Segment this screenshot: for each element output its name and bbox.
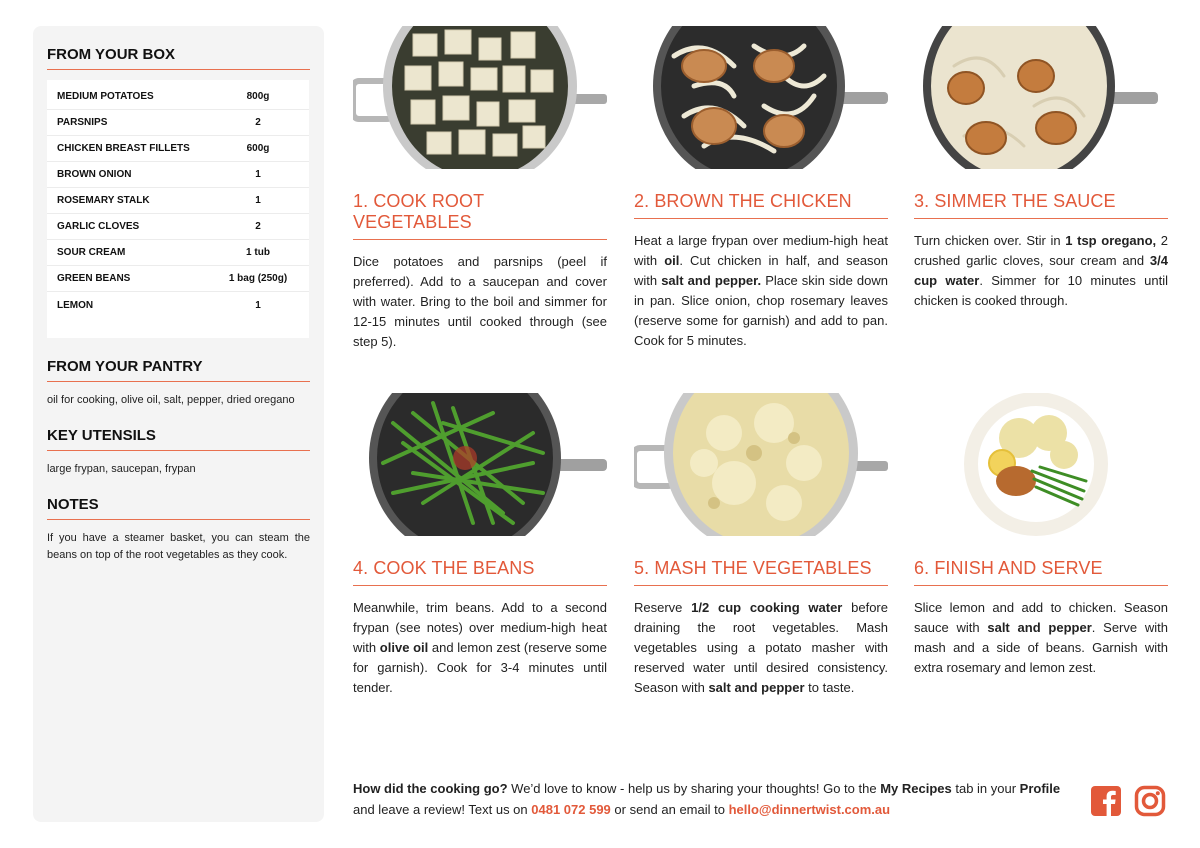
ingredient-qty: 2 (255, 117, 261, 128)
ingredient-name: LEMON (57, 299, 94, 311)
ingredient-row (47, 136, 309, 162)
instagram-icon[interactable] (1134, 785, 1166, 817)
step-6 (914, 393, 1168, 678)
utensils-heading: KEY UTENSILS (47, 427, 310, 451)
ingredient-name: GREEN BEANS (57, 273, 131, 284)
step-text-bold: salt and pepper (987, 620, 1092, 635)
ingredient-qty: 1 tub (246, 247, 270, 258)
step-photo-frypan (634, 26, 888, 169)
step-text: . Serve with mash and a side of beans. Garnish with extra rosemary and lemon zest. (914, 620, 1168, 675)
ingredient-name: MEDIUM POTATOES (57, 91, 154, 102)
ingredient-row (47, 110, 309, 136)
ingredient-row (47, 188, 309, 214)
step-text: to taste. (804, 680, 855, 695)
step-body (353, 252, 607, 352)
step-text: Dice potatoes and parsnips (peel if preferred). Add to a saucepan and cover with water. Bring to the boil and simmer for 12-15 minutes until cooked through (see step 5). (353, 254, 607, 349)
footer-text: or send an email to (610, 802, 729, 817)
step-text-bold: 3/4 cup water (914, 253, 1168, 288)
ingredient-name: SOUR CREAM (57, 247, 126, 258)
step-text: and lemon zest (reserve some for garnish). Cook for 3-4 minutes until tender. (353, 640, 608, 695)
step-text: Place skin side down in pan. Slice onion, chop rosemary leaves (reserve some for garnish) and add to pan. Cook for 5 minutes. (634, 273, 888, 348)
profile-link[interactable]: Profile (1019, 781, 1061, 796)
ingredient-name: BROWN ONION (57, 169, 132, 180)
step-text-bold: salt and pepper (708, 680, 805, 695)
ingredient-row (47, 214, 309, 240)
step-title: 3. SIMMER THE SAUCE (914, 191, 1168, 219)
footer-question: How did the cooking go? (353, 781, 508, 796)
step-text: . Cut chicken in half, and season with (634, 253, 889, 288)
ingredients-sidebar (33, 26, 324, 822)
step-text: Slice lemon and add to chicken. Season sauce with (914, 600, 1168, 635)
pantry-text: oil for cooking, olive oil, salt, pepper, dried oregano (47, 394, 295, 406)
step-text: . Simmer for 10 minutes until chicken is cooked through. (914, 273, 1168, 308)
step-text-bold: oil (664, 253, 680, 268)
ingredient-row (47, 84, 309, 110)
step-4 (353, 393, 607, 698)
phone-link[interactable]: 0481 072 599 (531, 802, 611, 817)
email-link[interactable]: hello@dinnertwist.com.au (728, 802, 891, 817)
from-box-heading: FROM YOUR BOX (47, 46, 310, 70)
ingredient-qty: 1 (255, 195, 261, 206)
step-text-bold: olive oil (379, 640, 429, 655)
step-body (634, 598, 888, 698)
step-body (353, 598, 607, 698)
step-2 (634, 26, 888, 351)
step-3 (914, 26, 1168, 311)
step-title: 5. MASH THE VEGETABLES (634, 558, 888, 586)
step-body (914, 598, 1168, 678)
ingredient-name: PARSNIPS (57, 117, 108, 128)
ingredient-name: CHICKEN BREAST FILLETS (57, 143, 190, 154)
step-photo-saucepan (353, 26, 607, 169)
step-title: 4. COOK THE BEANS (353, 558, 607, 586)
footer-text: and leave a review! Text us on (353, 802, 532, 817)
footer-text: tab in your (951, 781, 1020, 796)
step-title: 6. FINISH AND SERVE (914, 558, 1168, 586)
step-text-bold: salt and pepper. (661, 273, 762, 288)
pantry-heading: FROM YOUR PANTRY (47, 358, 310, 382)
ingredient-qty: 1 bag (250g) (228, 273, 288, 284)
step-body (634, 231, 888, 351)
notes-text: If you have a steamer basket, you can steam the beans on top of the root vegetables as they cook. (47, 532, 310, 561)
step-text: Heat a large frypan over medium-high heat with (634, 233, 888, 268)
feedback-footer (353, 778, 1073, 820)
step-text-bold: 1/2 cup cooking water (691, 600, 843, 615)
step-5 (634, 393, 888, 698)
step-photo-plate (914, 393, 1168, 536)
ingredients-table (47, 80, 309, 338)
ingredient-qty: 800g (246, 91, 270, 102)
ingredient-row (47, 240, 309, 266)
step-title: 1. COOK ROOT VEGETABLES (353, 191, 607, 240)
ingredient-name: GARLIC CLOVES (57, 221, 140, 232)
step-text: Reserve (634, 600, 692, 615)
step-text-bold: 1 tsp oregano, (1065, 233, 1157, 248)
ingredient-row (47, 162, 309, 188)
step-1 (353, 26, 607, 352)
step-text: 2 crushed garlic cloves, sour cream and (914, 233, 1169, 268)
utensils-text: large frypan, saucepan, frypan (47, 463, 196, 475)
ingredient-qty: 2 (255, 221, 261, 232)
footer-text: We’d love to know - help us by sharing your thoughts! Go to the (507, 781, 881, 796)
ingredient-qty: 1 (255, 169, 261, 180)
step-text: Meanwhile, trim beans. Add to a second frypan (see notes) over medium-high heat with (353, 600, 607, 655)
ingredient-qty: 1 (255, 299, 261, 311)
step-text: Turn chicken over. Stir in (914, 233, 1066, 248)
step-title: 2. BROWN THE CHICKEN (634, 191, 888, 219)
facebook-icon[interactable] (1090, 785, 1122, 817)
step-text: before draining the root vegetables. Mash vegetables using a potato masher with reserved water until desired consistency. Season with (634, 600, 888, 695)
ingredient-row (47, 292, 309, 318)
step-photo-frypan (353, 393, 607, 536)
ingredient-name: ROSEMARY STALK (57, 195, 150, 206)
step-photo-frypan (914, 26, 1168, 169)
step-body (914, 231, 1168, 311)
ingredient-qty: 600g (246, 143, 270, 154)
step-photo-saucepan (634, 393, 888, 536)
my-recipes-link[interactable]: My Recipes (880, 781, 952, 796)
notes-heading: NOTES (47, 496, 310, 520)
ingredient-row (47, 266, 309, 292)
